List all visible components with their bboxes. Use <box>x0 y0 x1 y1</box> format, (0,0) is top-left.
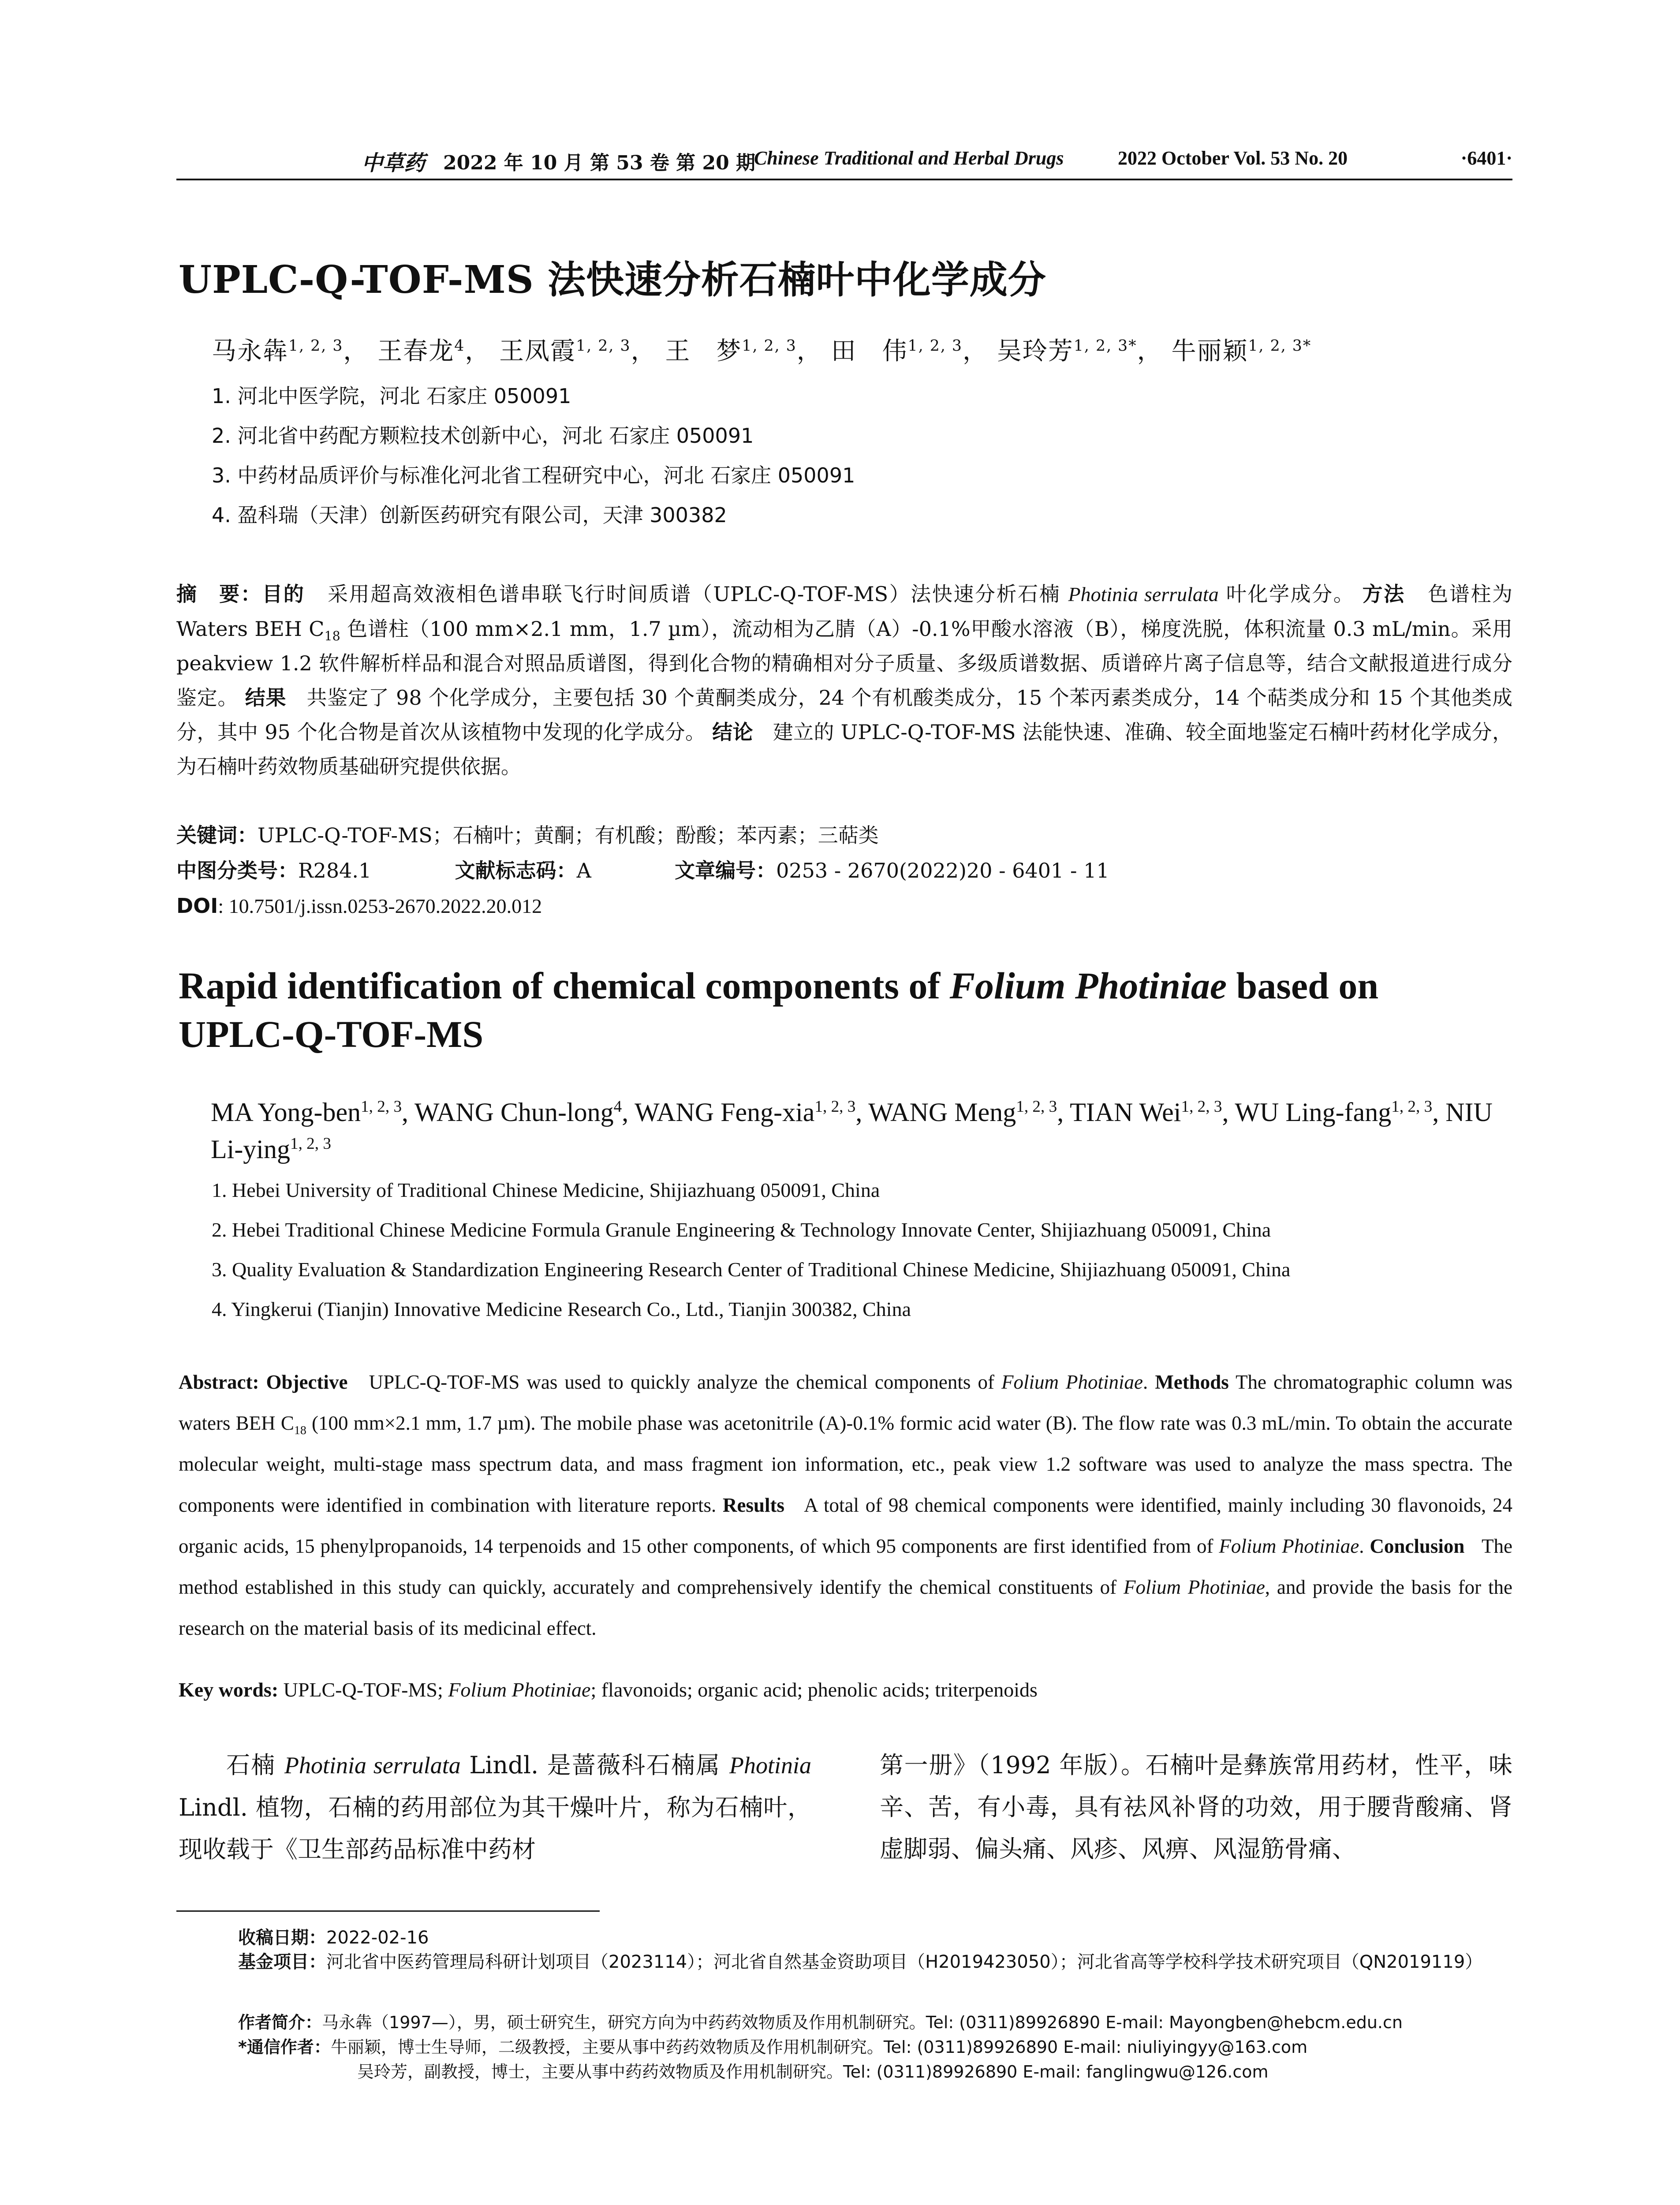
author-name: 王 梦 <box>665 337 742 366</box>
doi-line: DOI: 10.7501/j.issn.0253-2670.2022.20.012 <box>176 894 542 918</box>
affiliation-en: 3. Quality Evaluation & Standardization Engineering Research Center of Traditional Chinese Medicine, Shijiazhuang 050091, China <box>212 1258 1291 1281</box>
issue-en: 2022 October Vol. 53 No. 20 <box>1118 147 1348 169</box>
classification-line: 中图分类号：R284.1 文献标志码：A 文章编号：0253 - 2670(2022)20 - 6401 - 11 <box>176 859 1109 882</box>
footnote-corresponding: *通信作者：牛丽颖，博士生导师，二级教授，主要从事中药药效物质及作用机制研究。Tel: (0311)89926890 E-mail: niuliyingyy@163.com <box>238 2037 1308 2057</box>
authors-en: MA Yong-ben$^{1, 2, 3}$, WANG Chun-long$^4$, WANG Feng-xia$^{1, 2, 3}$, WANG Meng$^{1, 2, 3}$, TIAN Wei$^{1, 2, 3}$, WU Ling-fang$^{1, 2, 3}$, NIU Li-ying$^{1, 2, 3}$ <box>211 1098 1493 1164</box>
author-name: 王春龙 <box>377 337 455 366</box>
title-cn: UPLC-Q-TOF-MS 法快速分析石楠叶中化学成分 <box>179 258 1046 302</box>
footnote-rule <box>176 1910 600 1912</box>
journal-name-cn: 中草药 <box>362 151 426 176</box>
affiliation-cn: 4. 盈科瑞（天津）创新医药研究有限公司，天津 300382 <box>212 503 727 527</box>
running-header <box>176 143 1512 179</box>
issue-cn: 2022 年 10 月 第 53 卷 第 20 期 <box>443 152 756 174</box>
abstract-cn: 摘 要：目的 采用超高效液相色谱串联飞行时间质谱（UPLC-Q-TOF-MS）法快速分析石楠 Photinia serrulata 叶化学成分。 方法 色谱柱为 Waters BEH $C_{18}$ 色谱柱（100 mm×2.1 mm，1.7 µm），流动相为乙腈（A）-0.1%甲酸水溶液（B），梯度洗脱，体积流量 0.3 mL/min。采用 peakview 1.2 软件解析样品和混合对照品质谱图，得到化合物的精确相对分子质量、多级质谱数据、质谱碎片离子信息等，结合文献报道进行成分鉴定。 结果 共鉴定了 98 个化学成分，主要包括 30 个黄酮类成分，24 个有机酸类成分，15 个苯丙素类成分，14 个萜类成分和 15 个其他类成分，其中 95 个化合物是首次从该植物中发现的化学成分。 结论 建立的 UPLC-Q-TOF-MS 法能快速、准确、较全面地鉴定石楠叶药材化学成分，为石楠叶药效物质基础研究提供依据。 <box>176 582 1513 778</box>
abstract-en: Abstract: Objective UPLC-Q-TOF-MS was used to quickly analyze the chemical components of Folium Photiniae. Methods The chromatographic column was waters BEH $C_{18}$ (100 mm×2.1 mm, 1.7 µm). The mobile phase was acetonitrile (A)-0.1% formic acid water (B). The flow rate was 0.3 mL/min. To obtain the accurate molecular weight, multi-stage mass spectrum data, and mass fragment ion information, etc., peak view 1.2 software was used to analyze the mass spectra. The components were identified in combination with literature reports. Results A total of 98 chemical components were identified, mainly including 30 flavonoids, 24 organic acids, 15 phenylpropanoids, 14 terpenoids and 15 other components, of which 95 components are first identified from of Folium Photiniae. Conclusion The method established in this study can quickly, accurately and comprehensively identify the chemical constituents of Folium Photiniae, and provide the basis for the research on the material basis of its medicinal effect. <box>179 1371 1513 1639</box>
affiliation-en: 4. Yingkerui (Tianjin) Innovative Medicine Research Co., Ltd., Tianjin 300382, China <box>212 1298 911 1320</box>
author-name: 田 伟 <box>831 337 908 366</box>
affiliation-en: 2. Hebei Traditional Chinese Medicine Formula Granule Engineering & Technology Innovate Center, Shijiazhuang 050091, China <box>212 1218 1271 1241</box>
author-name: 吴玲芳 <box>997 337 1074 366</box>
keywords-en: Key words: UPLC-Q-TOF-MS; Folium Photiniae; flavonoids; organic acid; phenolic acids; triterpenoids <box>179 1678 1038 1701</box>
footnote-corresponding-2: 吴玲芳，副教授，博士，主要从事中药药效物质及作用机制研究。Tel: (0311)89926890 E-mail: fanglingwu@126.com <box>357 2062 1269 2082</box>
keywords-cn: 关键词：UPLC-Q-TOF-MS；石楠叶；黄酮；有机酸；酚酸；苯丙素；三萜类 <box>176 823 879 847</box>
page-number: ·6401· <box>1460 147 1512 169</box>
author-name: 王凤霞 <box>499 337 576 366</box>
footnote-received: 收稿日期：2022-02-16 <box>238 1928 429 1948</box>
title-en: Rapid identification of chemical components of Folium Photiniae based on UPLC-Q-TOF-MS <box>179 964 1379 1055</box>
author-name: 马永犇 <box>212 337 288 366</box>
author-name: 牛丽颖 <box>1171 337 1248 366</box>
affiliation-en: 1. Hebei University of Traditional Chinese Medicine, Shijiazhuang 050091, China <box>212 1179 880 1201</box>
footnote-author-bio: 作者简介：马永犇（1997—），男，硕士研究生，研究方向为中药药效物质及作用机制研究。Tel: (0311)89926890 E-mail: Mayongben@hebcm.edu.cn <box>238 2013 1403 2032</box>
authors-cn: 马永犇$^{1, 2, 3}$， 王春龙$^4$， 王凤霞$^{1, 2, 3}$， 王 梦$^{1, 2, 3}$， 田 伟$^{1, 2, 3}$， 吴玲芳$^{1, 2, 3*}$， 牛丽颖$^{1, 2, 3*}$ <box>212 337 1312 366</box>
journal-name-en: Chinese Traditional and Herbal Drugs <box>754 147 1064 169</box>
affiliation-cn: 3. 中药材品质评价与标准化河北省工程研究中心，河北 石家庄 050091 <box>212 463 855 487</box>
affiliation-cn: 2. 河北省中药配方颗粒技术创新中心，河北 石家庄 050091 <box>212 424 754 448</box>
body-column-right: 第一册》（1992 年版）。石楠叶是彝族常用药材，性平，味辛、苦，有小毒，具有祛风补肾的功效，用于腰背酸痛、肾虚脚弱、偏头痛、风疹、风痹、风湿筋骨痛、 <box>880 1751 1512 1863</box>
affiliation-cn: 1. 河北中医学院，河北 石家庄 050091 <box>212 384 571 408</box>
body-column-left: 石楠 Photinia serrulata Lindl. 是蔷薇科石楠属 Photinia Lindl. 植物，石楠的药用部位为其干燥叶片，称为石楠叶，现收载于《卫生部药品标准中药材 <box>179 1751 812 1863</box>
footnote-funding: 基金项目：河北省中医药管理局科研计划项目（2023114）；河北省自然基金资助项目（H2019423050）；河北省高等学校科学技术研究项目（QN2019119） <box>238 1952 1483 1972</box>
header-rule <box>176 179 1512 180</box>
